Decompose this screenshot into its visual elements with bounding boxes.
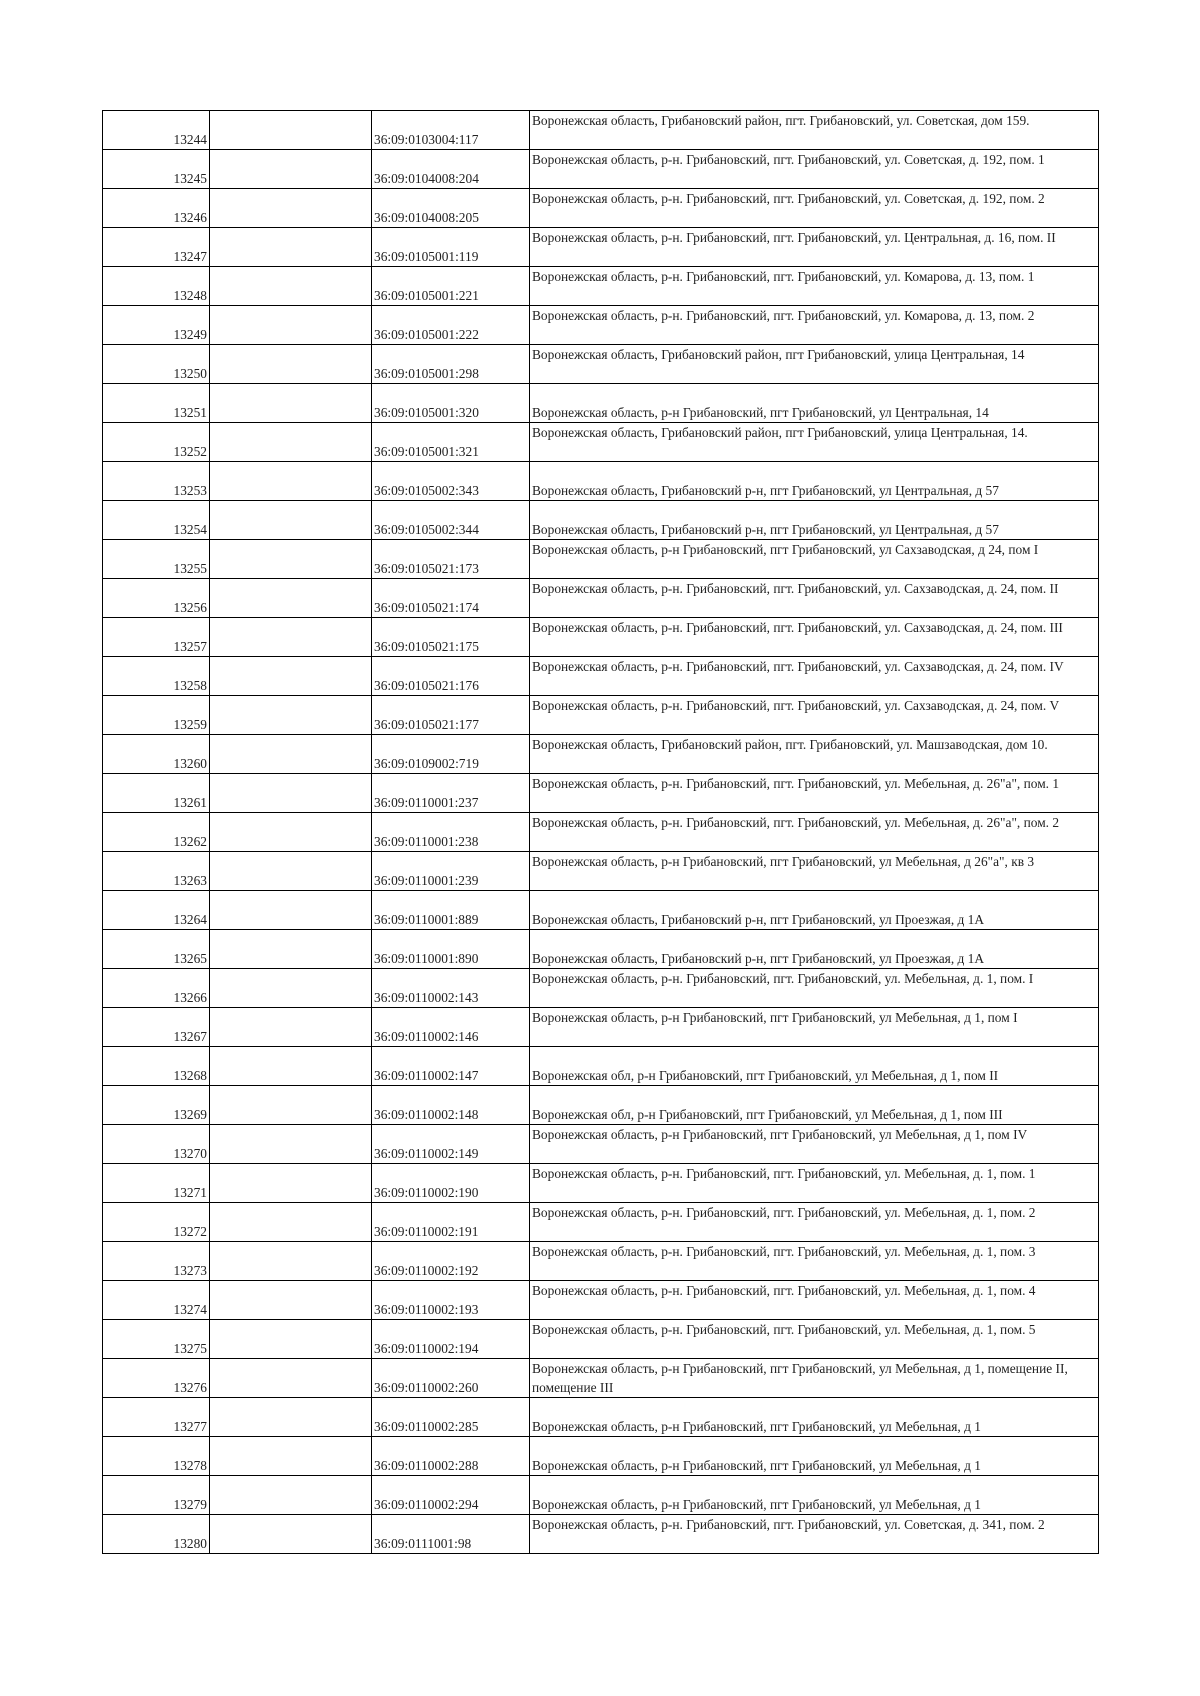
cadastral-number-cell: 36:09:0109002:719 [372, 735, 530, 774]
row-number-cell: 13274 [103, 1281, 210, 1320]
address-cell: Воронежская область, р-н. Грибановский, пгт. Грибановский, ул. Мебельная, д. 26"а", пом. 1 [530, 774, 1099, 813]
row-number-cell: 13263 [103, 852, 210, 891]
address-cell: Воронежская область, р-н Грибановский, пгт Грибановский, ул Сахзаводская, д 24, пом I [530, 540, 1099, 579]
row-number-cell: 13247 [103, 228, 210, 267]
property-registry-table [102, 110, 1099, 1554]
table-row [103, 1437, 1099, 1476]
empty-cell [210, 579, 372, 618]
table-row [103, 423, 1099, 462]
table-row [103, 228, 1099, 267]
cadastral-number-cell: 36:09:0110001:889 [372, 891, 530, 930]
table-row [103, 1008, 1099, 1047]
row-number-cell: 13258 [103, 657, 210, 696]
table-row [103, 969, 1099, 1008]
row-number-cell: 13269 [103, 1086, 210, 1125]
row-number-cell: 13275 [103, 1320, 210, 1359]
empty-cell [210, 1359, 372, 1398]
empty-cell [210, 1203, 372, 1242]
cadastral-number-cell: 36:09:0110002:143 [372, 969, 530, 1008]
address-cell: Воронежская область, р-н. Грибановский, пгт. Грибановский, ул. Центральная, д. 16, пом. II [530, 228, 1099, 267]
empty-cell [210, 1164, 372, 1203]
cadastral-number-cell: 36:09:0105001:119 [372, 228, 530, 267]
address-cell: Воронежская область, р-н. Грибановский, пгт. Грибановский, ул. Мебельная, д. 26"а", пом. 2 [530, 813, 1099, 852]
cadastral-number-cell: 36:09:0110002:192 [372, 1242, 530, 1281]
empty-cell [210, 774, 372, 813]
address-cell: Воронежская область, р-н Грибановский, пгт Грибановский, ул Центральная, 14 [530, 384, 1099, 423]
table-row [103, 111, 1099, 150]
cadastral-number-cell: 36:09:0105002:343 [372, 462, 530, 501]
table-row [103, 1203, 1099, 1242]
address-cell: Воронежская область, Грибановский район, пгт. Грибановский, ул. Машзаводская, дом 10. [530, 735, 1099, 774]
cadastral-number-cell: 36:09:0105021:173 [372, 540, 530, 579]
row-number-cell: 13250 [103, 345, 210, 384]
registry-body [103, 111, 1099, 1554]
table-row [103, 1320, 1099, 1359]
address-cell: Воронежская обл, р-н Грибановский, пгт Грибановский, ул Мебельная, д 1, пом II [530, 1047, 1099, 1086]
address-cell: Воронежская область, Грибановский р-н, пгт Грибановский, ул Центральная, д 57 [530, 501, 1099, 540]
address-cell: Воронежская область, р-н Грибановский, пгт Грибановский, ул Мебельная, д 1, пом IV [530, 1125, 1099, 1164]
row-number-cell: 13248 [103, 267, 210, 306]
row-number-cell: 13244 [103, 111, 210, 150]
table-row [103, 384, 1099, 423]
table-row [103, 1359, 1099, 1398]
row-number-cell: 13267 [103, 1008, 210, 1047]
address-cell: Воронежская область, р-н Грибановский, пгт Грибановский, ул Мебельная, д 1, помещение II, помещение III [530, 1359, 1099, 1398]
table-row [103, 618, 1099, 657]
row-number-cell: 13261 [103, 774, 210, 813]
empty-cell [210, 1515, 372, 1554]
empty-cell [210, 696, 372, 735]
row-number-cell: 13246 [103, 189, 210, 228]
address-cell: Воронежская область, р-н Грибановский, пгт Грибановский, ул Мебельная, д 1 [530, 1476, 1099, 1515]
empty-cell [210, 1086, 372, 1125]
table-row [103, 501, 1099, 540]
row-number-cell: 13254 [103, 501, 210, 540]
address-cell: Воронежская область, р-н. Грибановский, пгт. Грибановский, ул. Мебельная, д. 1, пом. 4 [530, 1281, 1099, 1320]
table-row [103, 540, 1099, 579]
row-number-cell: 13280 [103, 1515, 210, 1554]
address-cell: Воронежская область, р-н. Грибановский, пгт. Грибановский, ул. Советская, д. 192, пом. 1 [530, 150, 1099, 189]
row-number-cell: 13256 [103, 579, 210, 618]
address-cell: Воронежская область, р-н. Грибановский, пгт. Грибановский, ул. Советская, д. 192, пом. 2 [530, 189, 1099, 228]
empty-cell [210, 111, 372, 150]
table-row [103, 462, 1099, 501]
cadastral-number-cell: 36:09:0105001:321 [372, 423, 530, 462]
row-number-cell: 13262 [103, 813, 210, 852]
table-row [103, 189, 1099, 228]
address-cell: Воронежская область, р-н. Грибановский, пгт. Грибановский, ул. Сахзаводская, д. 24, пом. II [530, 579, 1099, 618]
cadastral-number-cell: 36:09:0110001:239 [372, 852, 530, 891]
empty-cell [210, 267, 372, 306]
row-number-cell: 13279 [103, 1476, 210, 1515]
empty-cell [210, 1047, 372, 1086]
row-number-cell: 13270 [103, 1125, 210, 1164]
cadastral-number-cell: 36:09:0110002:193 [372, 1281, 530, 1320]
table-row [103, 657, 1099, 696]
empty-cell [210, 384, 372, 423]
cadastral-number-cell: 36:09:0105021:176 [372, 657, 530, 696]
empty-cell [210, 1437, 372, 1476]
empty-cell [210, 150, 372, 189]
cadastral-number-cell: 36:09:0110002:285 [372, 1398, 530, 1437]
row-number-cell: 13260 [103, 735, 210, 774]
empty-cell [210, 189, 372, 228]
cadastral-number-cell: 36:09:0103004:117 [372, 111, 530, 150]
cadastral-number-cell: 36:09:0110002:148 [372, 1086, 530, 1125]
table-row [103, 1125, 1099, 1164]
address-cell: Воронежская область, р-н Грибановский, пгт Грибановский, ул Мебельная, д 1, пом I [530, 1008, 1099, 1047]
row-number-cell: 13252 [103, 423, 210, 462]
cadastral-number-cell: 36:09:0110002:147 [372, 1047, 530, 1086]
address-cell: Воронежская область, р-н. Грибановский, пгт. Грибановский, ул. Мебельная, д. 1, пом. 3 [530, 1242, 1099, 1281]
cadastral-number-cell: 36:09:0104008:205 [372, 189, 530, 228]
row-number-cell: 13276 [103, 1359, 210, 1398]
table-row [103, 774, 1099, 813]
cadastral-number-cell: 36:09:0105021:174 [372, 579, 530, 618]
row-number-cell: 13266 [103, 969, 210, 1008]
address-cell: Воронежская область, Грибановский р-н, пгт Грибановский, ул Проезжая, д 1А [530, 930, 1099, 969]
address-cell: Воронежская область, Грибановский р-н, пгт Грибановский, ул Проезжая, д 1А [530, 891, 1099, 930]
row-number-cell: 13278 [103, 1437, 210, 1476]
cadastral-number-cell: 36:09:0110002:191 [372, 1203, 530, 1242]
table-row [103, 1476, 1099, 1515]
address-cell: Воронежская область, р-н Грибановский, пгт Грибановский, ул Мебельная, д 1 [530, 1437, 1099, 1476]
row-number-cell: 13251 [103, 384, 210, 423]
address-cell: Воронежская область, р-н. Грибановский, пгт. Грибановский, ул. Сахзаводская, д. 24, пом. IV [530, 657, 1099, 696]
address-cell: Воронежская область, Грибановский р-н, пгт Грибановский, ул Центральная, д 57 [530, 462, 1099, 501]
table-row [103, 813, 1099, 852]
table-row [103, 852, 1099, 891]
address-cell: Воронежская область, Грибановский район, пгт Грибановский, улица Центральная, 14 [530, 345, 1099, 384]
table-row [103, 306, 1099, 345]
empty-cell [210, 345, 372, 384]
address-cell: Воронежская область, Грибановский район, пгт. Грибановский, ул. Советская, дом 159. [530, 111, 1099, 150]
empty-cell [210, 657, 372, 696]
empty-cell [210, 306, 372, 345]
empty-cell [210, 1125, 372, 1164]
row-number-cell: 13249 [103, 306, 210, 345]
row-number-cell: 13257 [103, 618, 210, 657]
empty-cell [210, 813, 372, 852]
empty-cell [210, 1281, 372, 1320]
cadastral-number-cell: 36:09:0110002:294 [372, 1476, 530, 1515]
empty-cell [210, 1398, 372, 1437]
empty-cell [210, 423, 372, 462]
table-row [103, 1281, 1099, 1320]
empty-cell [210, 969, 372, 1008]
row-number-cell: 13271 [103, 1164, 210, 1203]
cadastral-number-cell: 36:09:0110002:190 [372, 1164, 530, 1203]
row-number-cell: 13245 [103, 150, 210, 189]
address-cell: Воронежская область, р-н. Грибановский, пгт. Грибановский, ул. Мебельная, д. 1, пом. 1 [530, 1164, 1099, 1203]
empty-cell [210, 228, 372, 267]
cadastral-number-cell: 36:09:0105021:175 [372, 618, 530, 657]
address-cell: Воронежская область, р-н. Грибановский, пгт. Грибановский, ул. Комарова, д. 13, пом. 2 [530, 306, 1099, 345]
table-row [103, 1047, 1099, 1086]
cadastral-number-cell: 36:09:0110002:288 [372, 1437, 530, 1476]
address-cell: Воронежская область, р-н Грибановский, пгт Грибановский, ул Мебельная, д 1 [530, 1398, 1099, 1437]
empty-cell [210, 852, 372, 891]
cadastral-number-cell: 36:09:0110002:149 [372, 1125, 530, 1164]
cadastral-number-cell: 36:09:0105001:222 [372, 306, 530, 345]
address-cell: Воронежская область, Грибановский район, пгт Грибановский, улица Центральная, 14. [530, 423, 1099, 462]
empty-cell [210, 501, 372, 540]
table-row [103, 696, 1099, 735]
table-row [103, 345, 1099, 384]
table-row [103, 1164, 1099, 1203]
row-number-cell: 13265 [103, 930, 210, 969]
table-row [103, 267, 1099, 306]
address-cell: Воронежская область, р-н. Грибановский, пгт. Грибановский, ул. Мебельная, д. 1, пом. 5 [530, 1320, 1099, 1359]
empty-cell [210, 930, 372, 969]
cadastral-number-cell: 36:09:0105001:221 [372, 267, 530, 306]
address-cell: Воронежская область, р-н Грибановский, пгт Грибановский, ул Мебельная, д 26"а", кв 3 [530, 852, 1099, 891]
cadastral-number-cell: 36:09:0104008:204 [372, 150, 530, 189]
empty-cell [210, 891, 372, 930]
address-cell: Воронежская обл, р-н Грибановский, пгт Грибановский, ул Мебельная, д 1, пом III [530, 1086, 1099, 1125]
address-cell: Воронежская область, р-н. Грибановский, пгт. Грибановский, ул. Комарова, д. 13, пом. 1 [530, 267, 1099, 306]
cadastral-number-cell: 36:09:0110001:890 [372, 930, 530, 969]
empty-cell [210, 735, 372, 774]
address-cell: Воронежская область, р-н. Грибановский, пгт. Грибановский, ул. Советская, д. 341, пом. 2 [530, 1515, 1099, 1554]
table-row [103, 1398, 1099, 1437]
cadastral-number-cell: 36:09:0110001:237 [372, 774, 530, 813]
row-number-cell: 13264 [103, 891, 210, 930]
table-row [103, 930, 1099, 969]
empty-cell [210, 1008, 372, 1047]
table-row [103, 1086, 1099, 1125]
cadastral-number-cell: 36:09:0105002:344 [372, 501, 530, 540]
cadastral-number-cell: 36:09:0110002:194 [372, 1320, 530, 1359]
table-row [103, 1242, 1099, 1281]
empty-cell [210, 1242, 372, 1281]
row-number-cell: 13273 [103, 1242, 210, 1281]
table-row [103, 150, 1099, 189]
row-number-cell: 13253 [103, 462, 210, 501]
empty-cell [210, 540, 372, 579]
cadastral-number-cell: 36:09:0105001:320 [372, 384, 530, 423]
address-cell: Воронежская область, р-н. Грибановский, пгт. Грибановский, ул. Сахзаводская, д. 24, пом. V [530, 696, 1099, 735]
row-number-cell: 13268 [103, 1047, 210, 1086]
cadastral-number-cell: 36:09:0110002:146 [372, 1008, 530, 1047]
empty-cell [210, 1320, 372, 1359]
cadastral-number-cell: 36:09:0111001:98 [372, 1515, 530, 1554]
cadastral-number-cell: 36:09:0105001:298 [372, 345, 530, 384]
address-cell: Воронежская область, р-н. Грибановский, пгт. Грибановский, ул. Мебельная, д. 1, пом. I [530, 969, 1099, 1008]
table-row [103, 891, 1099, 930]
empty-cell [210, 462, 372, 501]
empty-cell [210, 618, 372, 657]
row-number-cell: 13277 [103, 1398, 210, 1437]
empty-cell [210, 1476, 372, 1515]
row-number-cell: 13255 [103, 540, 210, 579]
table-row [103, 735, 1099, 774]
row-number-cell: 13272 [103, 1203, 210, 1242]
table-row [103, 579, 1099, 618]
address-cell: Воронежская область, р-н. Грибановский, пгт. Грибановский, ул. Сахзаводская, д. 24, пом. III [530, 618, 1099, 657]
table-row [103, 1515, 1099, 1554]
cadastral-number-cell: 36:09:0110001:238 [372, 813, 530, 852]
cadastral-number-cell: 36:09:0105021:177 [372, 696, 530, 735]
row-number-cell: 13259 [103, 696, 210, 735]
cadastral-number-cell: 36:09:0110002:260 [372, 1359, 530, 1398]
address-cell: Воронежская область, р-н. Грибановский, пгт. Грибановский, ул. Мебельная, д. 1, пом. 2 [530, 1203, 1099, 1242]
